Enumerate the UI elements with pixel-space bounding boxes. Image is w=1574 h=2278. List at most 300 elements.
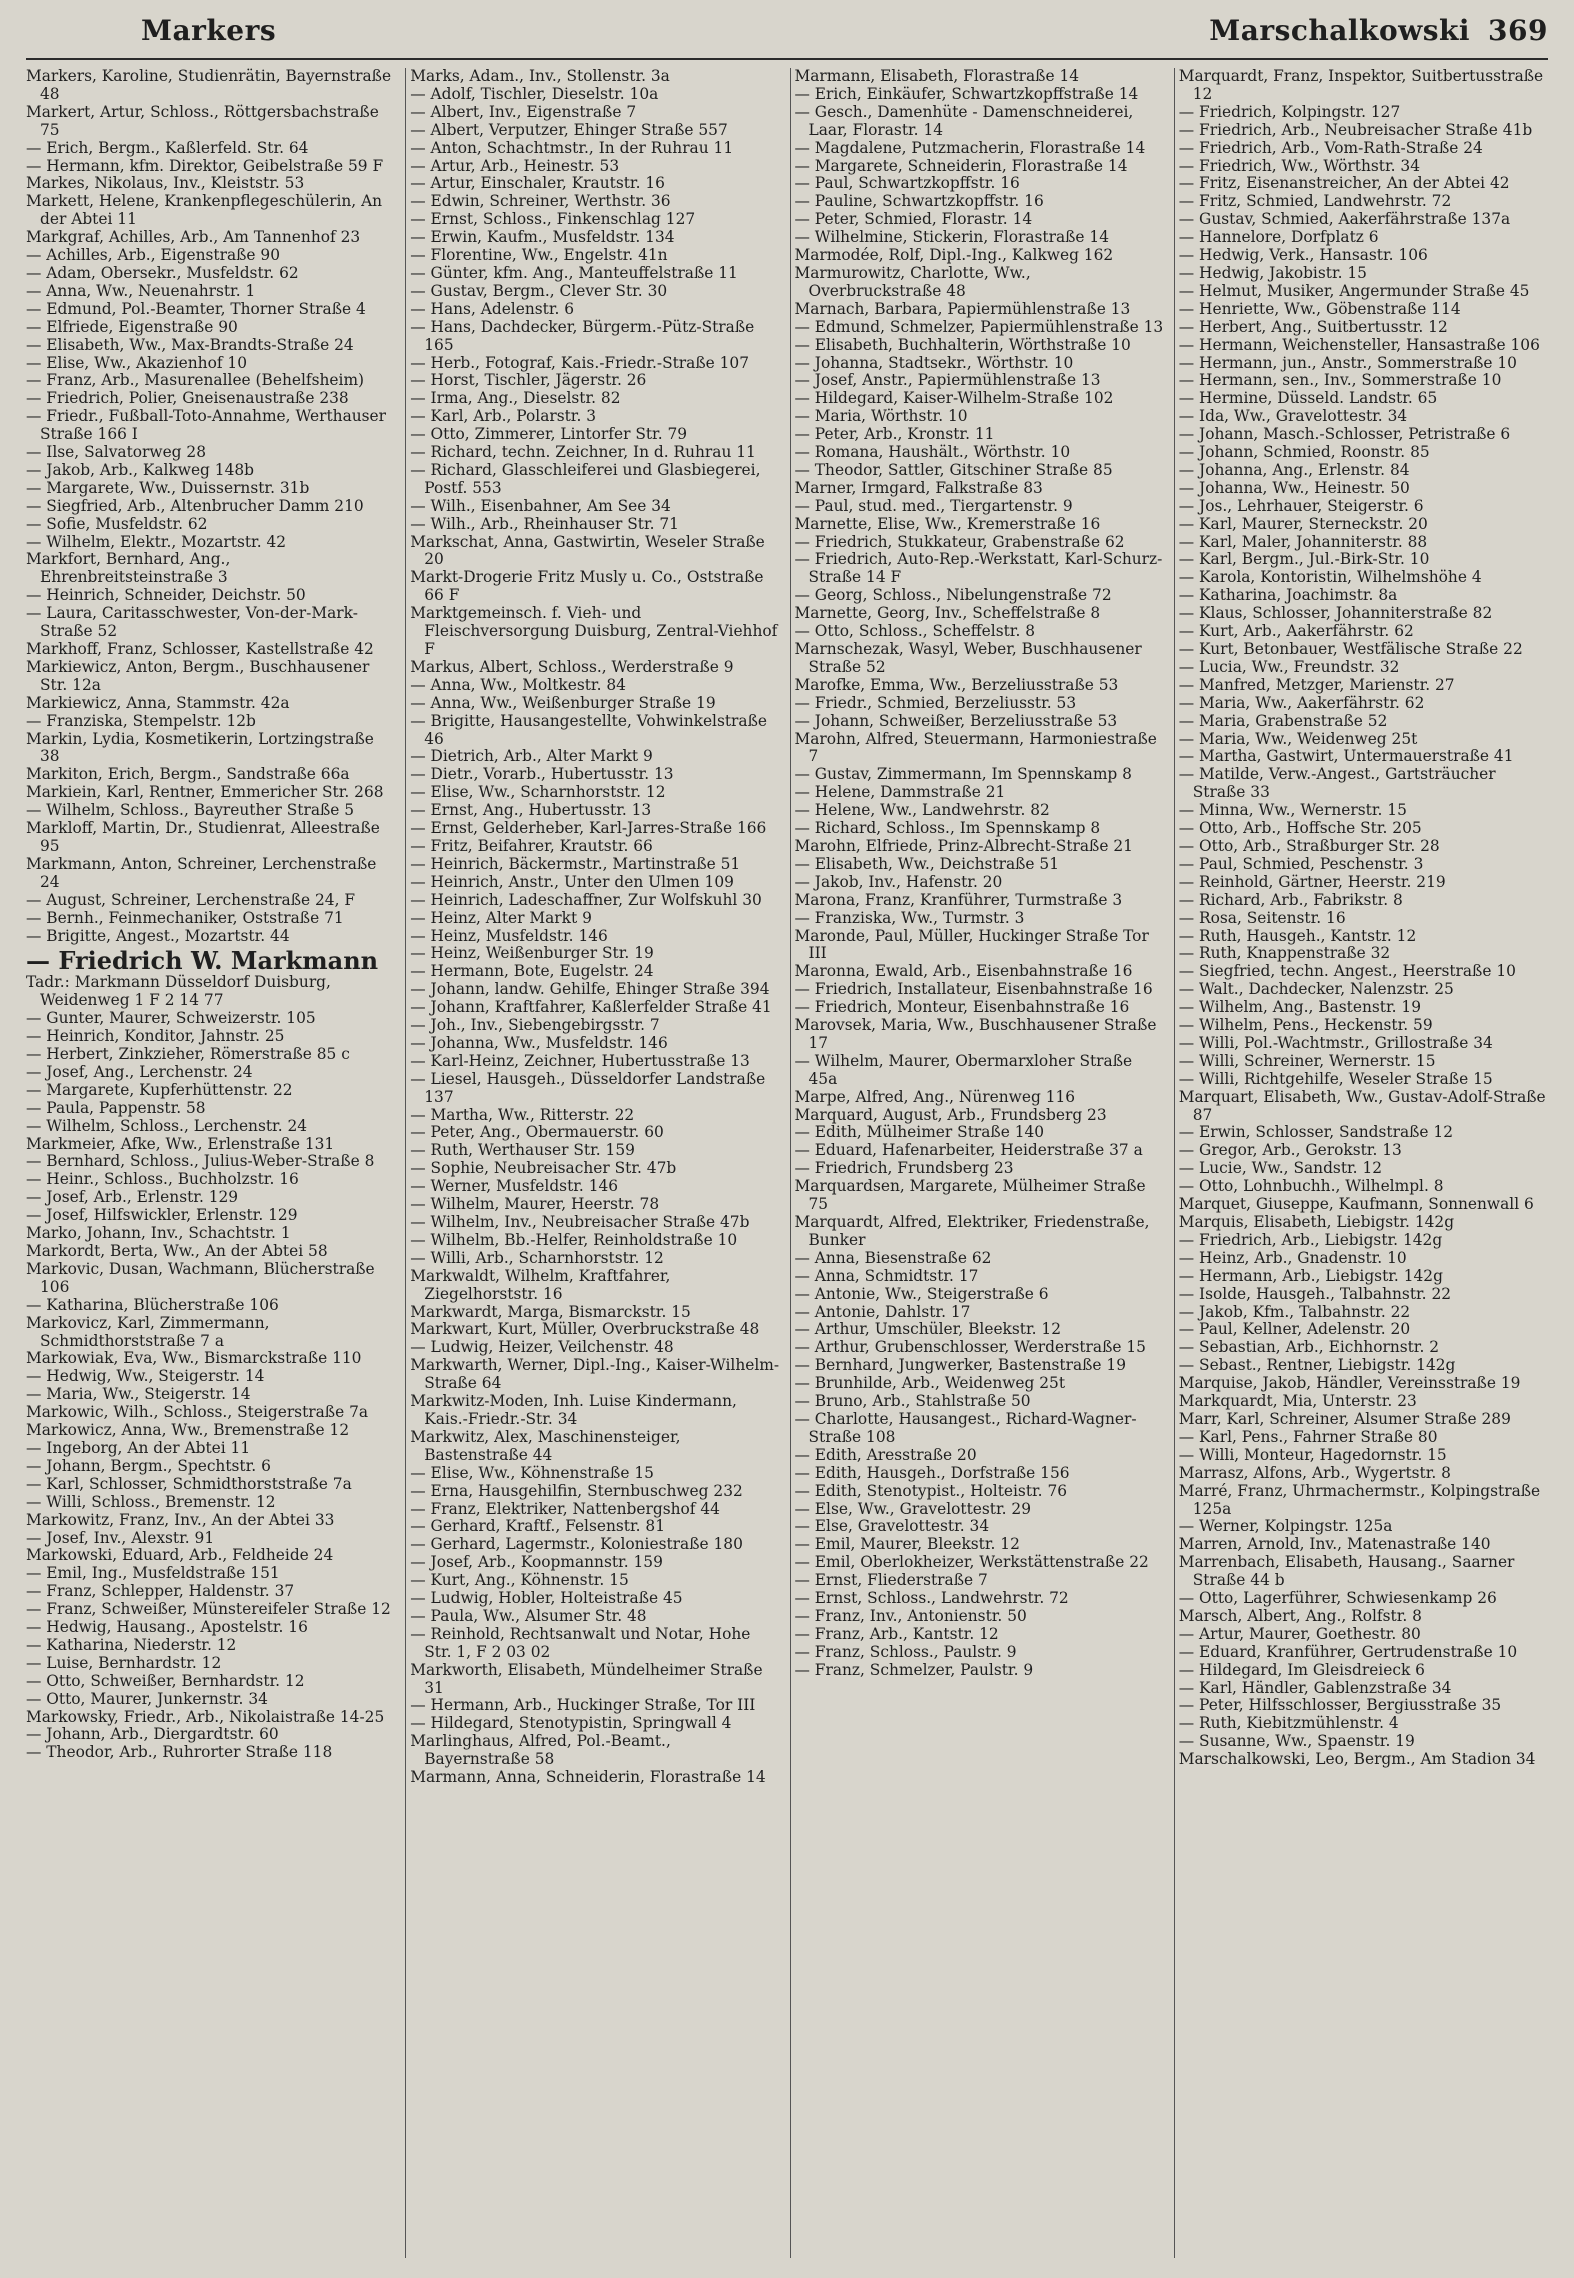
- directory-entry: — Willi, Monteur, Hagedornstr. 15: [1178, 1445, 1447, 1464]
- directory-entry: — Helmut, Musiker, Angermunder Straße 45: [1178, 281, 1530, 300]
- directory-entry: — Johann, Schmied, Roonstr. 85: [1178, 443, 1430, 462]
- directory-entry: — Siegfried, Arb., Altenbrucher Damm 210: [26, 496, 364, 515]
- directory-entry: Marren, Arnold, Inv., Matenastraße 140: [1178, 1535, 1491, 1554]
- directory-entry: — Johann, Arb., Diergardtstr. 60: [26, 1725, 279, 1744]
- directory-entry: — Fritz, Eisenanstreicher, An der Abtei 42: [1178, 174, 1510, 193]
- directory-entry: — Joh., Inv., Siebengebirgsstr. 7: [410, 1016, 660, 1035]
- directory-entry: — Romana, Haushält., Wörthstr. 10: [794, 443, 1071, 462]
- directory-entry: — Johann, Masch.-Schlosser, Petristraße 6: [1178, 425, 1511, 444]
- directory-entry: — Anna, Ww., Moltkestr. 84: [410, 675, 626, 694]
- directory-entry: — Wilhelm, Schloss., Bayreuther Straße 5: [26, 801, 355, 820]
- directory-entry: — Katharina, Joachimstr. 8a: [1178, 586, 1398, 605]
- directory-entry: — Willi, Pol.-Wachtmstr., Grillostraße 34: [1178, 1033, 1493, 1052]
- directory-entry: — Magdalene, Putzmacherin, Florastraße 14: [794, 138, 1146, 157]
- directory-entry: — Elisabeth, Buchhalterin, Wörthstraße 10: [794, 335, 1131, 354]
- directory-entry: — Artur, Maurer, Goethestr. 80: [1178, 1624, 1421, 1643]
- directory-entry: — Karl, Schlosser, Schmidthorststraße 7a: [26, 1474, 352, 1493]
- directory-entry: — Friedrich, Frundsberg 23: [794, 1159, 1014, 1178]
- directory-entry: — Manfred, Metzger, Marienstr. 27: [1178, 675, 1455, 694]
- directory-entry: — Kurt, Betonbauer, Westfälische Straße 22: [1178, 640, 1523, 658]
- directory-entry: — Hans, Adelenstr. 6: [410, 299, 575, 318]
- directory-entry: — Friedrich, Ww., Wörthstr. 34: [1178, 156, 1420, 175]
- directory-entry: — Otto, Arb., Straßburger Str. 28: [1178, 836, 1440, 855]
- directory-entry: — Bernh., Feinmechaniker, Oststraße 71: [26, 908, 344, 927]
- directory-entry: — Ludwig, Hobler, Holteistraße 45: [410, 1589, 683, 1608]
- directory-entry: — Maria, Ww., Aakerfährstr. 62: [1178, 693, 1425, 712]
- directory-entry: — Heinrich, Konditor, Jahnstr. 25: [26, 1027, 285, 1046]
- directory-entry: — Wilhelm, Elektr., Mozartstr. 42: [26, 532, 287, 551]
- directory-entry: — Erwin, Schlosser, Sandstraße 12: [1178, 1123, 1453, 1142]
- directory-entry: — Anna, Ww., Weißenburger Straße 19: [410, 693, 716, 712]
- directory-entry: Markt-Drogerie Fritz Musly u. Co., Oststraße 66 F: [410, 568, 764, 605]
- directory-entry: — Ernst, Schloss., Landwehrstr. 72: [794, 1589, 1069, 1608]
- directory-entry: — Ruth, Werthauser Str. 159: [410, 1141, 635, 1160]
- directory-entry: — Willi, Richtgehilfe, Weseler Straße 15: [1178, 1069, 1493, 1088]
- directory-entry: — Helene, Ww., Landwehrstr. 82: [794, 801, 1050, 820]
- directory-entry: — Albert, Inv., Eigenstraße 7: [410, 102, 637, 121]
- directory-entry: — Hermann, sen., Inv., Sommerstraße 10: [1178, 371, 1502, 390]
- directory-entry: — Edith, Stenotypist., Holteistr. 76: [794, 1481, 1068, 1500]
- directory-entry: — Willi, Schreiner, Wernerstr. 15: [1178, 1051, 1436, 1070]
- directory-entry: — Maria, Ww., Weidenweg 25t: [1178, 729, 1418, 748]
- directory-entry: Marquart, Elisabeth, Ww., Gustav-Adolf-Straße 87: [1178, 1087, 1546, 1124]
- directory-entry: — Reinhold, Gärtner, Heerstr. 219: [1178, 872, 1446, 891]
- directory-entry: — Bernhard, Schloss., Julius-Weber-Straße 8: [26, 1152, 375, 1171]
- directory-entry: — Werner, Musfeldstr. 146: [410, 1177, 619, 1196]
- directory-entry: — Elise, Ww., Akazienhof 10: [26, 353, 248, 372]
- directory-entry: — Ernst, Schloss., Finkenschlag 127: [410, 210, 696, 229]
- directory-entry: — Günter, kfm. Ang., Manteuffelstraße 11: [410, 263, 738, 282]
- directory-entry: — Edmund, Pol.-Beamter, Thorner Straße 4: [26, 299, 366, 318]
- directory-entry: Markiein, Karl, Rentner, Emmericher Str. 268: [26, 783, 384, 802]
- directory-entry: Marnette, Elise, Ww., Kremerstraße 16: [794, 514, 1101, 533]
- directory-entry: — Dietr., Vorarb., Hubertusstr. 13: [410, 765, 674, 784]
- directory-entry: — Anna, Biesenstraße 62: [794, 1248, 992, 1267]
- directory-entry: — Hermann, kfm. Direktor, Geibelstraße 59 F: [26, 156, 384, 175]
- directory-entry: — Adam, Obersekr., Musfeldstr. 62: [26, 263, 299, 282]
- directory-entry: — Maria, Wörthstr. 10: [794, 407, 968, 426]
- directory-entry: Markovic, Dusan, Wachmann, Blücherstraße 106: [26, 1259, 375, 1296]
- directory-entry: Marko, Johann, Inv., Schachtstr. 1: [26, 1224, 291, 1243]
- directory-entry: — Fritz, Schmied, Landwehrstr. 72: [1178, 192, 1452, 211]
- directory-entry: — Heinrich, Anstr., Unter den Ulmen 109: [410, 872, 734, 891]
- column-1: [26, 68, 395, 2258]
- directory-entry: Maronde, Paul, Müller, Huckinger Straße Tor III: [794, 926, 1149, 963]
- directory-entry: — Karl, Maler, Johanniterstr. 88: [1178, 532, 1428, 551]
- directory-entry: — Hermann, Weichensteller, Hansastraße 106: [1178, 335, 1540, 354]
- directory-entry: — Wilhelm, Maurer, Heerstr. 78: [410, 1195, 660, 1214]
- directory-entry: — Ernst, Fliederstraße 7: [794, 1571, 988, 1590]
- directory-entry: Markiton, Erich, Bergm., Sandstraße 66a: [26, 765, 350, 784]
- directory-entry: — Dietrich, Arb., Alter Markt 9: [410, 747, 653, 766]
- directory-entry: — Friedrich, Polier, Gneisenaustraße 238: [26, 389, 349, 408]
- directory-entry: Marquardt, Alfred, Elektriker, Friedenstraße, Bunker: [794, 1213, 1150, 1249]
- directory-entry: Markes, Nikolaus, Inv., Kleiststr. 53: [26, 174, 305, 193]
- directory-entry: Markwarth, Werner, Dipl.-Ing., Kaiser-Wilhelm-Straße 64: [410, 1356, 780, 1393]
- directory-entry: — Artur, Einschaler, Krautstr. 16: [410, 174, 665, 193]
- directory-entry: — Ingeborg, An der Abtei 11: [26, 1438, 251, 1457]
- directory-entry: — Otto, Maurer, Junkernstr. 34: [26, 1689, 268, 1708]
- directory-entry: — Artur, Arb., Heinestr. 53: [410, 156, 620, 175]
- directory-entry: — Rosa, Seitenstr. 16: [1178, 908, 1346, 927]
- directory-entry: — Johann, landw. Gehilfe, Ehinger Straße 394: [410, 980, 770, 999]
- directory-entry: — Josef, Hilfswickler, Erlenstr. 129: [26, 1206, 298, 1225]
- directory-entry: — Edith, Aresstraße 20: [794, 1445, 977, 1464]
- directory-entry: — Friedrich, Arb., Neubreisacher Straße 41b: [1178, 120, 1533, 139]
- directory-entry: — Brigitte, Hausangestellte, Vohwinkelstraße 46: [410, 711, 767, 748]
- directory-entry: — Georg, Schloss., Nibelungenstraße 72: [794, 586, 1112, 605]
- directory-entry: — Martha, Ww., Ritterstr. 22: [410, 1105, 635, 1124]
- directory-entry: Markovicz, Karl, Zimmermann, Schmidthorststraße 7 a: [26, 1313, 270, 1350]
- directory-entry: — Friedrich, Monteur, Eisenbahnstraße 16: [794, 998, 1130, 1017]
- directory-entry: Marnschezak, Wasyl, Weber, Buschhausener Straße 52: [794, 640, 1142, 676]
- directory-entry: Markworth, Elisabeth, Mündelheimer Straße 31: [410, 1660, 763, 1697]
- directory-entry: — Heinz, Musfeldstr. 146: [410, 926, 608, 945]
- directory-entry: — Antonie, Dahlstr. 17: [794, 1302, 971, 1321]
- directory-entry: — Richard, Glasschleiferei und Glasbiegerei, Postf. 553: [410, 460, 761, 497]
- directory-entry: — Irma, Ang., Dieselstr. 82: [410, 389, 621, 408]
- directory-entry: Marktgemeinsch. f. Vieh- und Fleischversorgung Duisburg, Zentral-Viehhof F: [410, 604, 778, 658]
- column-3: [790, 68, 1164, 2258]
- header-left-keyword: Markers: [141, 14, 277, 47]
- directory-entry: — Heinz, Alter Markt 9: [410, 908, 592, 927]
- directory-entry: — Ruth, Hausgeh., Kantstr. 12: [1178, 926, 1417, 945]
- directory-entry: — Heinz, Arb., Gnadenstr. 10: [1178, 1248, 1407, 1267]
- directory-entry: — Johanna, Stadtsekr., Wörthstr. 10: [794, 353, 1074, 372]
- directory-entry: — Hildegard, Stenotypistin, Springwall 4: [410, 1714, 732, 1733]
- directory-entry: Marmann, Elisabeth, Florastraße 14: [794, 68, 1080, 85]
- directory-entry: — Hans, Dachdecker, Bürgerm.-Pütz-Straße 165: [410, 317, 755, 354]
- directory-entry: — Paul, stud. med., Tiergartenstr. 9: [794, 496, 1073, 515]
- directory-entry: — Richard, Schloss., Im Spennskamp 8: [794, 819, 1101, 838]
- columns: [26, 68, 1548, 2258]
- directory-entry: — Franz, Schlepper, Haldenstr. 37: [26, 1582, 295, 1601]
- directory-entry: — Edwin, Schreiner, Werthstr. 36: [410, 192, 671, 211]
- directory-entry: — Emil, Ing., Musfeldstraße 151: [26, 1564, 280, 1583]
- directory-entry: — Luise, Bernhardstr. 12: [26, 1653, 222, 1672]
- column-4: [1174, 68, 1548, 2258]
- directory-entry: — Eduard, Kranführer, Gertrudenstraße 10: [1178, 1642, 1518, 1661]
- directory-entry: — Albert, Verputzer, Ehinger Straße 557: [410, 120, 728, 139]
- directory-entry: — Peter, Arb., Kronstr. 11: [794, 425, 995, 444]
- directory-entry: Marofke, Emma, Ww., Berzeliusstraße 53: [794, 675, 1119, 694]
- directory-entry: — Hermann, Bote, Eugelstr. 24: [410, 962, 654, 981]
- directory-entry: — Peter, Hilfsschlosser, Bergiusstraße 35: [1178, 1696, 1502, 1715]
- directory-entry: — Karl, Bergm., Jul.-Birk-Str. 10: [1178, 550, 1430, 569]
- directory-entry: — Peter, Ang., Obermauerstr. 60: [410, 1123, 664, 1142]
- directory-entry: — Johanna, Ww., Musfeldstr. 146: [410, 1033, 668, 1052]
- directory-entry: — Sophie, Neubreisacher Str. 47b: [410, 1159, 677, 1178]
- directory-entry: — Heinz, Weißenburger Str. 19: [410, 944, 654, 963]
- directory-entry: Markquardt, Mia, Unterstr. 23: [1178, 1392, 1417, 1411]
- directory-entry: — Anton, Schachtmstr., In der Ruhrau 11: [410, 138, 734, 157]
- directory-entry: Markers, Karoline, Studienrätin, Bayernstraße 48: [26, 68, 392, 103]
- directory-entry: — Erich, Bergm., Kaßlerfeld. Str. 64: [26, 138, 309, 157]
- directory-entry: — Fritz, Beifahrer, Krautstr. 66: [410, 836, 653, 855]
- directory-entry: — Hedwig, Hausang., Apostelstr. 16: [26, 1618, 308, 1637]
- directory-entry: — Friedrich, Stukkateur, Grabenstraße 62: [794, 532, 1125, 551]
- header-right: [1209, 14, 1548, 47]
- directory-entry: — Charlotte, Hausangest., Richard-Wagner-Straße 108: [794, 1409, 1137, 1446]
- directory-entry: — Martha, Gastwirt, Untermauerstraße 41: [1178, 747, 1514, 766]
- directory-entry: Marovsek, Maria, Ww., Buschhausener Straße 17: [794, 1016, 1157, 1052]
- directory-entry: — Paul, Schmied, Peschenstr. 3: [1178, 854, 1424, 873]
- directory-entry: — Friedrich, Auto-Rep.-Werkstatt, Karl-Schurz-Straße 14 F: [794, 550, 1163, 587]
- directory-entry: — Karl-Heinz, Zeichner, Hubertusstraße 13: [410, 1051, 750, 1070]
- page-number: 369: [1488, 14, 1548, 47]
- directory-entry: Markowic, Wilh., Schloss., Steigerstraße 7a: [26, 1403, 369, 1422]
- directory-entry: — Brigitte, Angest., Mozartstr. 44: [26, 926, 290, 945]
- directory-entry: — Jakob, Arb., Kalkweg 148b: [26, 460, 255, 479]
- directory-entry: Markordt, Berta, Ww., An der Abtei 58: [26, 1242, 328, 1260]
- directory-entry: — Josef, Arb., Koopmannstr. 159: [410, 1553, 663, 1572]
- directory-entry: — Liesel, Hausgeh., Düsseldorfer Landstraße 137: [410, 1069, 766, 1106]
- directory-entry: Marohn, Alfred, Steuermann, Harmoniestraße 7: [794, 729, 1157, 766]
- directory-entry: — August, Schreiner, Lerchenstraße 24, F: [26, 890, 356, 909]
- directory-entry: Markwitz-Moden, Inh. Luise Kindermann, Kais.-Friedr.-Str. 34: [410, 1392, 737, 1428]
- directory-entry: — Jos., Lehrhauer, Steigerstr. 6: [1178, 496, 1424, 515]
- directory-entry: Marpe, Alfred, Ang., Nürenweg 116: [794, 1087, 1076, 1106]
- directory-entry: — Helene, Dammstraße 21: [794, 783, 1006, 802]
- directory-entry: — Margarete, Kupferhüttenstr. 22: [26, 1080, 293, 1099]
- directory-entry: — Friedrich, Arb., Liebigstr. 142g: [1178, 1230, 1443, 1249]
- directory-entry: — Ruth, Kiebitzmühlenstr. 4: [1178, 1714, 1399, 1733]
- directory-entry: — Hedwig, Ww., Steigerstr. 14: [26, 1367, 265, 1386]
- directory-entry: — Lucia, Ww., Freundstr. 32: [1178, 657, 1400, 676]
- directory-entry: Markwitz, Alex, Maschinensteiger, Bastenstraße 44: [410, 1427, 681, 1464]
- directory-entry: — Edmund, Schmelzer, Papiermühlenstraße 13: [794, 317, 1164, 336]
- directory-entry: — Otto, Schweißer, Bernhardstr. 12: [26, 1671, 305, 1690]
- directory-entry: — Karl, Händler, Gablenzstraße 34: [1178, 1678, 1452, 1697]
- directory-entry: — Adolf, Tischler, Dieselstr. 10a: [410, 84, 659, 103]
- directory-entry: — Erwin, Kaufm., Musfeldstr. 134: [410, 228, 675, 247]
- directory-entry: — Johann, Kraftfahrer, Kaßlerfelder Straße 41: [410, 998, 772, 1017]
- directory-entry: — Katharina, Niederstr. 12: [26, 1635, 237, 1654]
- directory-entry: Marschalkowski, Leo, Bergm., Am Stadion 34: [1178, 1750, 1536, 1769]
- directory-entry: — Herbert, Ang., Suitbertusstr. 12: [1178, 317, 1448, 336]
- directory-entry: — Otto, Schloss., Scheffelstr. 8: [794, 622, 1036, 641]
- directory-entry: Marquardt, Franz, Inspektor, Suitbertusstraße 12: [1178, 68, 1544, 103]
- directory-entry: Marona, Franz, Kranführer, Turmstraße 3: [794, 890, 1123, 909]
- directory-entry: — Eduard, Hafenarbeiter, Heiderstraße 37 a: [794, 1141, 1143, 1160]
- directory-entry: — Else, Ww., Gravelottestr. 29: [794, 1499, 1031, 1518]
- directory-entry: Marlinghaus, Alfred, Pol.-Beamt., Bayernstraße 58: [410, 1732, 671, 1769]
- directory-entry: — Klaus, Schlosser, Johanniterstraße 82: [1178, 604, 1493, 623]
- directory-entry: — Henriette, Ww., Göbenstraße 114: [1178, 299, 1461, 318]
- directory-entry: — Maria, Ww., Steigerstr. 14: [26, 1385, 251, 1404]
- directory-entry: — Josef, Inv., Alexstr. 91: [26, 1528, 215, 1547]
- directory-entry: — Friedr., Schmied, Berzeliusstr. 53: [794, 693, 1077, 712]
- directory-entry: Marner, Irmgard, Falkstraße 83: [794, 478, 1043, 497]
- directory-entry: — Hedwig, Jakobistr. 15: [1178, 263, 1367, 282]
- directory-entry: — Wilh., Arb., Rheinhauser Str. 71: [410, 514, 679, 533]
- directory-entry: — Elisabeth, Ww., Max-Brandts-Straße 24: [26, 335, 354, 354]
- directory-entry: — Hannelore, Dorfplatz 6: [1178, 228, 1379, 247]
- directory-entry: — Wilhelm, Inv., Neubreisacher Straße 47b: [410, 1213, 750, 1231]
- directory-entry: — Hermann, Arb., Huckinger Straße, Tor III: [410, 1696, 756, 1715]
- directory-entry: — Kurt, Ang., Köhnenstr. 15: [410, 1571, 629, 1590]
- directory-entry: Markmann, Anton, Schreiner, Lerchenstraße 24: [26, 854, 377, 891]
- directory-entry: Marmodée, Rolf, Dipl.-Ing., Kalkweg 162: [794, 246, 1114, 265]
- directory-entry: — Peter, Schmied, Florastr. 14: [794, 210, 1033, 229]
- directory-entry: Marquard, August, Arb., Frundsberg 23: [794, 1105, 1107, 1124]
- directory-entry: — Wilhelm, Ang., Bastenstr. 19: [1178, 998, 1422, 1017]
- directory-entry: — Bruno, Arb., Stahlstraße 50: [794, 1392, 1031, 1411]
- directory-entry: — Ida, Ww., Gravelottestr. 34: [1178, 407, 1408, 426]
- directory-entry: Markowsky, Friedr., Arb., Nikolaistraße 14-25: [26, 1707, 385, 1726]
- directory-entry: Marrasz, Alfons, Arb., Wygertstr. 8: [1178, 1463, 1451, 1482]
- directory-entry: — Josef, Ang., Lerchenstr. 24: [26, 1062, 253, 1081]
- directory-entry: Marnach, Barbara, Papiermühlenstraße 13: [794, 299, 1131, 318]
- directory-entry: — Ludwig, Heizer, Veilchenstr. 48: [410, 1338, 674, 1357]
- directory-entry: — Franz, Elektriker, Nattenbergshof 44: [410, 1499, 720, 1518]
- directory-entry: — Maria, Grabenstraße 52: [1178, 711, 1388, 730]
- directory-entry: — Karl, Arb., Polarstr. 3: [410, 407, 597, 426]
- directory-entry: Markus, Albert, Schloss., Werderstraße 9: [410, 657, 734, 676]
- directory-entry: — Hermann, Arb., Liebigstr. 142g: [1178, 1266, 1443, 1285]
- directory-entry: — Franziska, Stempelstr. 12b: [26, 711, 256, 730]
- directory-entry: Markett, Helene, Krankenpflegeschülerin, An der Abtei 11: [26, 192, 383, 229]
- directory-entry: — Gustav, Bergm., Clever Str. 30: [410, 281, 668, 300]
- directory-entry: — Herbert, Zinkzieher, Römerstraße 85 c: [26, 1045, 350, 1064]
- directory-entry: Markiewicz, Anton, Bergm., Buschhausener Str. 12a: [26, 657, 370, 694]
- directory-entry: Markin, Lydia, Kosmetikerin, Lortzingstraße 38: [26, 729, 374, 766]
- directory-entry: — Margarete, Ww., Duissernstr. 31b: [26, 478, 310, 497]
- directory-entry: Marr, Karl, Schreiner, Alsumer Straße 289: [1178, 1409, 1511, 1428]
- directory-entry: — Isolde, Hausgeh., Talbahnstr. 22: [1178, 1284, 1452, 1303]
- directory-entry: — Erich, Einkäufer, Schwartzkopffstraße 14: [794, 84, 1139, 103]
- directory-entry: — Franz, Schloss., Paulstr. 9: [794, 1642, 1017, 1661]
- directory-entry: Marrenbach, Elisabeth, Hausang., Saarner Straße 44 b: [1178, 1553, 1515, 1590]
- directory-entry: — Paula, Pappenstr. 58: [26, 1098, 206, 1117]
- directory-entry: — Franz, Schweißer, Münstereifeler Straße 12: [26, 1600, 391, 1619]
- directory-entry: — Franz, Inv., Antonienstr. 50: [794, 1606, 1027, 1625]
- directory-entry: — Gustav, Zimmermann, Im Spennskamp 8: [794, 765, 1132, 784]
- directory-entry: — Ernst, Gelderheber, Karl-Jarres-Straße 166: [410, 819, 767, 838]
- directory-entry: — Heinrich, Ladeschaffner, Zur Wolfskuhl 30: [410, 890, 762, 909]
- directory-entry: — Arthur, Grubenschlosser, Werderstraße 15: [794, 1338, 1146, 1357]
- directory-entry: — Siegfried, techn. Angest., Heerstraße 10: [1178, 962, 1516, 981]
- directory-entry: — Franz, Arb., Masurenallee (Behelfsheim): [26, 371, 365, 390]
- directory-entry: — Friedrich, Kolpingstr. 127: [1178, 102, 1401, 121]
- directory-entry: — Wilhelm, Maurer, Obermarxloher Straße 45a: [794, 1051, 1133, 1088]
- directory-entry: — Brunhilde, Arb., Weidenweg 25t: [794, 1374, 1066, 1393]
- directory-entry: — Otto, Zimmerer, Lintorfer Str. 79: [410, 425, 688, 444]
- directory-entry: — Arthur, Umschüler, Bleekstr. 12: [794, 1320, 1061, 1339]
- directory-entry: — Achilles, Arb., Eigenstraße 90: [26, 246, 280, 265]
- directory-entry: — Minna, Ww., Wernerstr. 15: [1178, 801, 1407, 820]
- directory-entry: Marsch, Albert, Ang., Rolfstr. 8: [1178, 1606, 1422, 1625]
- directory-entry: — Hedwig, Verk., Hansastr. 106: [1178, 246, 1428, 265]
- directory-entry: — Paul, Schwartzkopffstr. 16: [794, 174, 1020, 193]
- directory-entry: — Theodor, Arb., Ruhrorter Straße 118: [26, 1743, 333, 1762]
- directory-entry: — Antonie, Ww., Steigerstraße 6: [794, 1284, 1049, 1303]
- directory-entry: Marquardsen, Margarete, Mülheimer Straße 75: [794, 1177, 1146, 1214]
- directory-entry: — Pauline, Schwartzkopffstr. 16: [794, 192, 1044, 211]
- directory-entry: — Ilse, Salvatorweg 28: [26, 443, 207, 462]
- directory-entry: Marquise, Jakob, Händler, Vereinsstraße 19: [1178, 1374, 1521, 1393]
- directory-entry: — Margarete, Schneiderin, Florastraße 14: [794, 156, 1128, 175]
- directory-entry: — Willi, Arb., Scharnhorststr. 12: [410, 1248, 664, 1267]
- directory-entry: — Friedr., Fußball-Toto-Annahme, Werthauser Straße 166 I: [26, 407, 387, 444]
- directory-entry: Markgraf, Achilles, Arb., Am Tannenhof 23: [26, 228, 361, 247]
- directory-entry: — Wilh., Eisenbahner, Am See 34: [410, 496, 671, 515]
- directory-entry: — Theodor, Sattler, Gitschiner Straße 85: [794, 460, 1113, 479]
- directory-entry: Tadr.: Markmann Düsseldorf Duisburg, Weidenweg 1 F 2 14 77: [26, 973, 331, 1010]
- directory-entry: — Kurt, Arb., Aakerfährstr. 62: [1178, 622, 1414, 641]
- directory-entry: — Florentine, Ww., Engelstr. 41n: [410, 246, 668, 265]
- directory-entry: — Hermann, jun., Anstr., Sommerstraße 10: [1178, 353, 1517, 372]
- directory-entry: — Ernst, Ang., Hubertusstr. 13: [410, 801, 652, 820]
- directory-entry: — Johann, Schweißer, Berzeliusstraße 53: [794, 711, 1118, 730]
- directory-entry: — Otto, Lagerführer, Schwiesenkamp 26: [1178, 1589, 1497, 1608]
- directory-entry: — Anna, Ww., Neuenahrstr. 1: [26, 281, 256, 300]
- directory-entry: — Wilhelm, Bb.-Helfer, Reinholdstraße 10: [410, 1230, 738, 1249]
- directory-entry: — Laura, Caritasschwester, Von-der-Mark-Straße 52: [26, 604, 358, 641]
- header-right-keyword: Marschalkowski: [1209, 14, 1471, 47]
- directory-entry: — Sofie, Musfeldstr. 62: [26, 514, 208, 533]
- directory-entry-advert: — Friedrich W. Markmann: [26, 946, 379, 976]
- directory-entry: Marré, Franz, Uhrmachermstr., Kolpingstraße 125a: [1178, 1481, 1541, 1518]
- directory-entry: — Willi, Schloss., Bremenstr. 12: [26, 1492, 276, 1511]
- directory-entry: Markmeier, Afke, Ww., Erlenstraße 131: [26, 1134, 335, 1153]
- directory-entry: — Horst, Tischler, Jägerstr. 26: [410, 371, 647, 390]
- directory-entry: — Hildegard, Kaiser-Wilhelm-Straße 102: [794, 389, 1114, 408]
- directory-entry: Markowicz, Anna, Ww., Bremenstraße 12: [26, 1421, 350, 1440]
- directory-entry: — Karl, Pens., Fahrner Straße 80: [1178, 1427, 1438, 1446]
- directory-entry: — Reinhold, Rechtsanwalt und Notar, Hohe Str. 1, F 2 03 02: [410, 1624, 751, 1661]
- directory-entry: — Josef, Arb., Erlenstr. 129: [26, 1188, 239, 1207]
- directory-entry: — Katharina, Blücherstraße 106: [26, 1295, 279, 1314]
- page-header: [26, 14, 1548, 60]
- directory-entry: Marks, Adam., Inv., Stollenstr. 3a: [410, 68, 670, 85]
- directory-entry: — Paul, Kellner, Adelenstr. 20: [1178, 1320, 1411, 1339]
- directory-entry: — Otto, Arb., Hoffsche Str. 205: [1178, 819, 1422, 838]
- directory-entry: — Karola, Kontoristin, Wilhelmshöhe 4: [1178, 568, 1482, 587]
- directory-entry: — Elise, Ww., Köhnenstraße 15: [410, 1463, 654, 1482]
- directory-entry: Markwardt, Marga, Bismarckstr. 15: [410, 1302, 691, 1321]
- directory-entry: — Elfriede, Eigenstraße 90: [26, 317, 238, 336]
- directory-entry: — Hildegard, Im Gleisdreieck 6: [1178, 1660, 1425, 1679]
- directory-entry: — Emil, Maurer, Bleekstr. 12: [794, 1535, 1020, 1554]
- directory-entry: — Jakob, Inv., Hafenstr. 20: [794, 872, 1003, 891]
- directory-entry: — Lucie, Ww., Sandstr. 12: [1178, 1159, 1383, 1178]
- directory-entry: — Gerhard, Kraftf., Felsenstr. 81: [410, 1517, 666, 1536]
- directory-entry: — Franz, Arb., Kantstr. 12: [794, 1624, 999, 1643]
- directory-entry: Markert, Artur, Schloss., Röttgersbachstraße 75: [26, 102, 379, 139]
- directory-entry: Marmurowitz, Charlotte, Ww., Overbruckstraße 48: [794, 263, 1031, 300]
- directory-entry: — Heinr., Schloss., Buchholzstr. 16: [26, 1170, 299, 1189]
- directory-entry: — Karl, Maurer, Sterneckstr. 20: [1178, 514, 1428, 533]
- directory-entry: — Walt., Dachdecker, Nalenzstr. 25: [1178, 980, 1454, 999]
- directory-entry: Markwaldt, Wilhelm, Kraftfahrer, Ziegelhorststr. 16: [410, 1266, 671, 1303]
- directory-entry: — Elisabeth, Ww., Deichstraße 51: [794, 854, 1060, 873]
- directory-entry: — Johann, Bergm., Spechtstr. 6: [26, 1456, 271, 1475]
- directory-entry: — Franz, Schmelzer, Paulstr. 9: [794, 1660, 1034, 1679]
- directory-entry: — Edith, Mülheimer Straße 140: [794, 1123, 1045, 1142]
- directory-entry: — Gustav, Schmied, Aakerfährstraße 137a: [1178, 210, 1511, 229]
- directory-entry: — Elise, Ww., Scharnhorststr. 12: [410, 783, 666, 802]
- directory-entry: — Johanna, Ang., Erlenstr. 84: [1178, 460, 1410, 479]
- directory-entry: — Heinrich, Bäckermstr., Martinstraße 51: [410, 854, 741, 873]
- directory-entry: Markowiak, Eva, Ww., Bismarckstraße 110: [26, 1349, 362, 1368]
- directory-entry: Markowitz, Franz, Inv., An der Abtei 33: [26, 1510, 335, 1529]
- directory-entry: — Jakob, Kfm., Talbahnstr. 22: [1178, 1302, 1411, 1321]
- directory-entry: Marmann, Anna, Schneiderin, Florastraße 14: [410, 1768, 766, 1787]
- directory-entry: — Sebast., Rentner, Liebigstr. 142g: [1178, 1356, 1456, 1375]
- directory-entry: — Richard, Arb., Fabrikstr. 8: [1178, 890, 1403, 909]
- directory-entry: — Wilhelm, Pens., Heckenstr. 59: [1178, 1016, 1433, 1035]
